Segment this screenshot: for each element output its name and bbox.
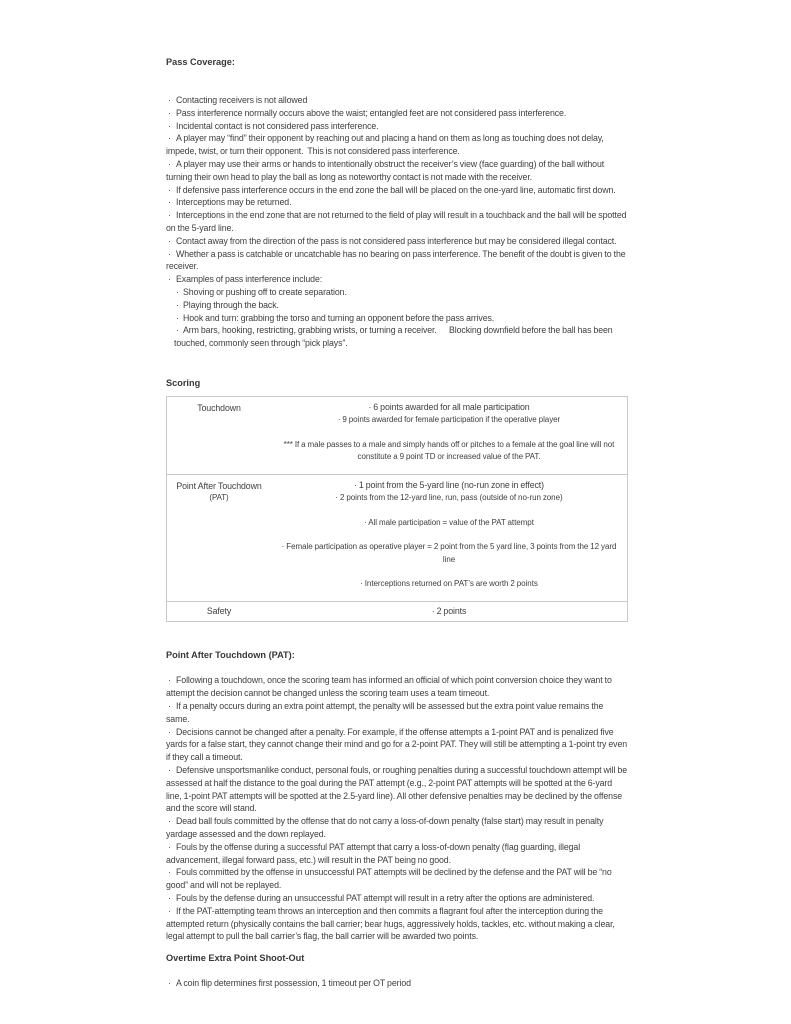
list-item xyxy=(166,674,628,700)
list-item-text: If defensive pass interference occurs in the end zone the ball will be placed on the one-yard line, automatic first down. xyxy=(176,184,616,195)
cell-line: · Female participation as operative player = 2 point from the 5 yard line, 3 points from the 12 yard line xyxy=(281,542,617,564)
row-label-secondary: (PAT) xyxy=(209,492,229,502)
cell-line: · 6 points awarded for all male participation xyxy=(368,401,530,412)
overtime-heading: Overtime Extra Point Shoot-Out xyxy=(166,953,305,964)
list-item xyxy=(166,726,628,764)
list-item-text: Contact away from the direction of the pass is not considered pass interference but may be considered illegal contact. xyxy=(176,235,617,246)
list-item xyxy=(166,158,628,184)
list-item-text: Whether a pass is catchable or uncatchable has no bearing on pass interference. The benefit of the doubt is given to the receiver. xyxy=(166,248,628,272)
list-item xyxy=(166,235,628,248)
list-item xyxy=(166,248,628,274)
list-item xyxy=(166,107,628,120)
bullet-marker: · xyxy=(168,841,171,852)
overtime-list xyxy=(166,977,628,990)
cell-line: · Interceptions returned on PAT’s are worth 2 points xyxy=(360,579,538,589)
bullet-marker: · xyxy=(168,133,171,144)
bullet-marker: · xyxy=(168,701,171,712)
list-item-text: Hook and turn: grabbing the torso and turning an opponent before the pass arrives. xyxy=(183,312,495,323)
bullet-marker: · xyxy=(168,726,171,737)
bullet-marker: · xyxy=(168,675,171,686)
list-item-text: A player may “find” their opponent by reaching out and placing a hand on them as long as touching does not delay, impede, twist, or turn their opponent. This is not considered pass interference. xyxy=(166,133,606,157)
section-pat-rules xyxy=(166,649,628,943)
list-item-text: Interceptions in the end zone that are not returned to the field of play will result in a touchback and the ball will be spotted on the 5-yard line. xyxy=(166,210,629,233)
bullet-marker: · xyxy=(176,325,179,336)
table-row-touchdown xyxy=(167,396,628,474)
list-item xyxy=(166,866,628,892)
row-content-cell xyxy=(271,601,628,622)
bullet-marker: · xyxy=(168,892,171,903)
list-item-text: Decisions cannot be changed after a penalty. For example, if the offense attempts a 1-point PAT and is penalized five yards for a false start, they cannot change their mind and go for a 2-point PAT. They will still be attempting a 1-point try even if they call a timeout. xyxy=(166,726,630,763)
list-item-text: Fouls by the defense during an unsuccessful PAT attempt will result in a retry after the options are administered. xyxy=(176,892,595,903)
row-content-cell xyxy=(271,474,628,601)
sub-list-item xyxy=(166,286,628,299)
table-row-pat xyxy=(167,474,628,601)
list-item-text: Fouls committed by the offense in unsuccessful PAT attempts will be declined by the defense and the PAT will be “no good” and will not be replayed. xyxy=(166,867,614,891)
cell-line: · All male participation = value of the PAT attempt xyxy=(364,517,534,527)
list-item-text: If the PAT-attempting team throws an interception and then commits a flagrant foul after the interception during the attempted return (physically contains the ball carrier; bear hugs, aggressively holds, tackles, etc. without making a clear, legal attempt to pull the ball carrier’s flag, the ball carrier will be awarded two points. xyxy=(166,905,617,942)
list-item-text: If a penalty occurs during an extra point attempt, the penalty will be assessed but the extra point value remains the same. xyxy=(166,701,606,724)
bullet-marker: · xyxy=(176,299,179,310)
bullet-marker: · xyxy=(168,210,171,221)
sub-list-item xyxy=(166,299,628,312)
list-item xyxy=(166,977,628,990)
list-item xyxy=(166,120,628,133)
row-label-cell xyxy=(167,396,272,474)
bullet-marker: · xyxy=(168,816,171,827)
row-label-cell xyxy=(167,601,272,622)
list-item-text: Playing through the back. xyxy=(183,299,279,310)
section-overtime xyxy=(166,952,628,990)
table-row-safety xyxy=(167,601,628,622)
list-item xyxy=(166,905,628,943)
list-item-text: Examples of pass interference include: xyxy=(176,274,323,285)
cell-note: *** If a male passes to a male and simply hands off or pitches to a female at the goal line will not constitute a 9 point TD or increased value of the PAT. xyxy=(283,439,615,462)
list-item xyxy=(166,184,628,197)
list-item-text: A player may use their arms or hands to intentionally obstruct the receiver’s view (face guarding) of the ball without turning their own head to play the ball as long as noteworthy contact is not made with the receiver. xyxy=(166,158,607,182)
pat-list xyxy=(166,674,628,943)
pass-coverage-heading: Pass Coverage: xyxy=(166,57,235,67)
list-item xyxy=(166,94,628,107)
list-item xyxy=(166,700,628,726)
scoring-table xyxy=(166,396,628,623)
bullet-marker: · xyxy=(168,978,171,989)
list-item-text: Interceptions may be returned. xyxy=(176,197,292,208)
bullet-marker: · xyxy=(168,158,171,169)
cell-line: · 2 points xyxy=(431,605,467,616)
list-item xyxy=(166,764,628,815)
pass-coverage-list xyxy=(166,94,628,350)
list-item xyxy=(166,815,628,841)
sub-list-item xyxy=(166,312,628,325)
list-item-text: Arm bars, hooking, restricting, grabbing wrists, or turning a receiver. Blocking downfield before the ball has been touched, commonly seen through “pick plays”. xyxy=(174,325,615,349)
bullet-marker: · xyxy=(168,765,171,776)
cell-line: · 1 point from the 5-yard line (no-run zone in effect) xyxy=(354,479,544,490)
list-item xyxy=(166,209,628,235)
list-item-text: Defensive unsportsmanlike conduct, personal fouls, or roughing penalties during a successful touchdown attempt will be assessed at half the distance to the goal during the PAT attempt (e.g., 2-point PAT attempts will be spotted at the 6-yard line, 1-point PAT attempts will be spotted at the 2.5-yard line). All other defensive penalties may be declined by the offense and the score will stand. xyxy=(166,765,630,814)
list-item xyxy=(166,841,628,867)
list-item-text: Following a touchdown, once the scoring team has informed an official of which point conversion choice they want to attempt the decision cannot be changed unless the scoring team uses a team timeout. xyxy=(166,675,614,699)
list-item-text: Pass interference normally occurs above the waist; entangled feet are not considered pass interference. xyxy=(176,107,567,118)
bullet-marker: · xyxy=(168,184,171,195)
cell-line: · 2 points from the 12-yard line, run, pass (outside of no-run zone) xyxy=(335,493,563,503)
bullet-marker: · xyxy=(168,235,171,246)
bullet-marker: · xyxy=(168,905,171,916)
bullet-marker: · xyxy=(168,867,171,878)
pat-heading: Point After Touchdown (PAT): xyxy=(166,650,295,661)
bullet-marker: · xyxy=(168,248,171,259)
row-label: Point After Touchdown xyxy=(176,480,262,491)
list-item-text: Contacting receivers is not allowed xyxy=(176,95,308,105)
row-content-cell xyxy=(271,396,628,474)
section-scoring xyxy=(166,377,628,623)
scoring-heading: Scoring xyxy=(166,377,201,388)
list-item xyxy=(166,273,628,286)
list-item-text: Incidental contact is not considered pass interference. xyxy=(176,120,379,131)
row-label-cell xyxy=(167,474,272,601)
bullet-marker: · xyxy=(168,120,171,131)
list-item xyxy=(166,892,628,905)
bullet-marker: · xyxy=(168,95,171,105)
list-item xyxy=(166,196,628,209)
row-label: Safety xyxy=(206,605,232,616)
cell-line: · 9 points awarded for female participation if the operative player xyxy=(337,415,561,425)
row-label: Touchdown xyxy=(197,402,241,413)
list-item-text: Shoving or pushing off to create separation. xyxy=(183,286,347,297)
list-item-text: Fouls by the offense during a successful PAT attempt that carry a loss-of-down penalty (flag guarding, illegal advancement, illegal forward pass, etc.) will result in the PAT being no good. xyxy=(166,841,583,865)
list-item-text: Dead ball fouls committed by the offense that do not carry a loss-of-down penalty (false start) may result in penalty yardage assessed and the down replayed. xyxy=(166,816,606,839)
bullet-marker: · xyxy=(168,197,171,208)
section-pass-coverage xyxy=(166,56,628,350)
sub-list-item xyxy=(166,324,628,350)
list-item-text: A coin flip determines first possession, 1 timeout per OT period xyxy=(176,978,411,989)
bullet-marker: · xyxy=(168,107,171,118)
bullet-marker: · xyxy=(176,286,179,297)
list-item xyxy=(166,132,628,158)
bullet-marker: · xyxy=(168,274,171,285)
bullet-marker: · xyxy=(176,312,179,323)
